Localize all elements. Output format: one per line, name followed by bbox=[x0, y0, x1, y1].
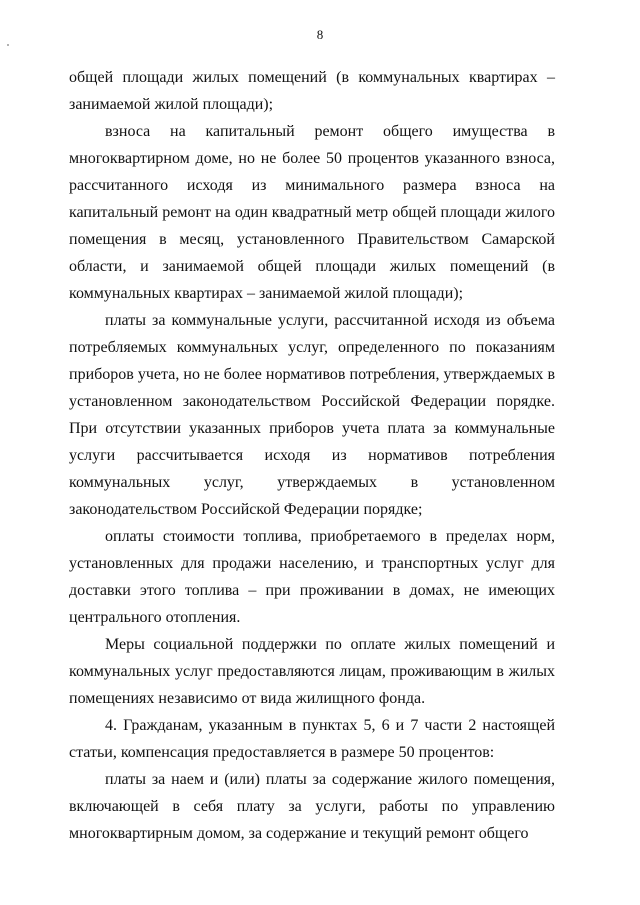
paragraph-3: платы за коммунальные услуги, рассчитанной исходя из объема потребляемых коммунальных услуг, определенного по показаниям приборов учета, но не более нормативов потребления, утверждаемых в установленном законодательством Российской Федерации порядке. При отсутствии указанных приборов учета плата за коммунальные услуги рассчитывается исходя из нормативов потребления коммунальных услуг, утверждаемых в установленном законодательством Российской Федерации порядке; bbox=[69, 312, 555, 518]
paragraph-5: Меры социальной поддержки по оплате жилых помещений и коммунальных услуг предоставляются лицам, проживающим в жилых помещениях независимо от вида жилищного фонда. bbox=[69, 636, 555, 707]
paragraph-7: платы за наем и (или) платы за содержание жилого помещения, включающей в себя плату за услуги, работы по управлению многоквартирным домом, за содержание и текущий ремонт общего bbox=[69, 771, 555, 842]
paragraph-6: 4. Гражданам, указанным в пунктах 5, 6 и 7 части 2 настоящей статьи, компенсация предоставляется в размере 50 процентов: bbox=[69, 717, 555, 761]
document-body bbox=[69, 64, 555, 847]
paragraph-4: оплаты стоимости топлива, приобретаемого в пределах норм, установленных для продажи населению, и транспортных услуг для доставки этого топлива – при проживании в домах, не имеющих центрального отопления. bbox=[69, 528, 555, 626]
paragraph-2: взноса на капитальный ремонт общего имущества в многоквартирном доме, но не более 50 процентов указанного взноса, рассчитанного исходя из минимального размера взноса на капитальный ремонт на один квадратный метр общей площади жилого помещения в месяц, установленного Правительством Самарской области, и занимаемой общей площади жилых помещений (в коммунальных квартирах – занимаемой жилой площади); bbox=[69, 123, 555, 302]
paragraph-1: общей площади жилых помещений (в коммунальных квартирах – занимаемой жилой площади); bbox=[69, 69, 555, 113]
page-number: 8 bbox=[316, 27, 324, 42]
scan-artifact-dot bbox=[7, 44, 9, 46]
